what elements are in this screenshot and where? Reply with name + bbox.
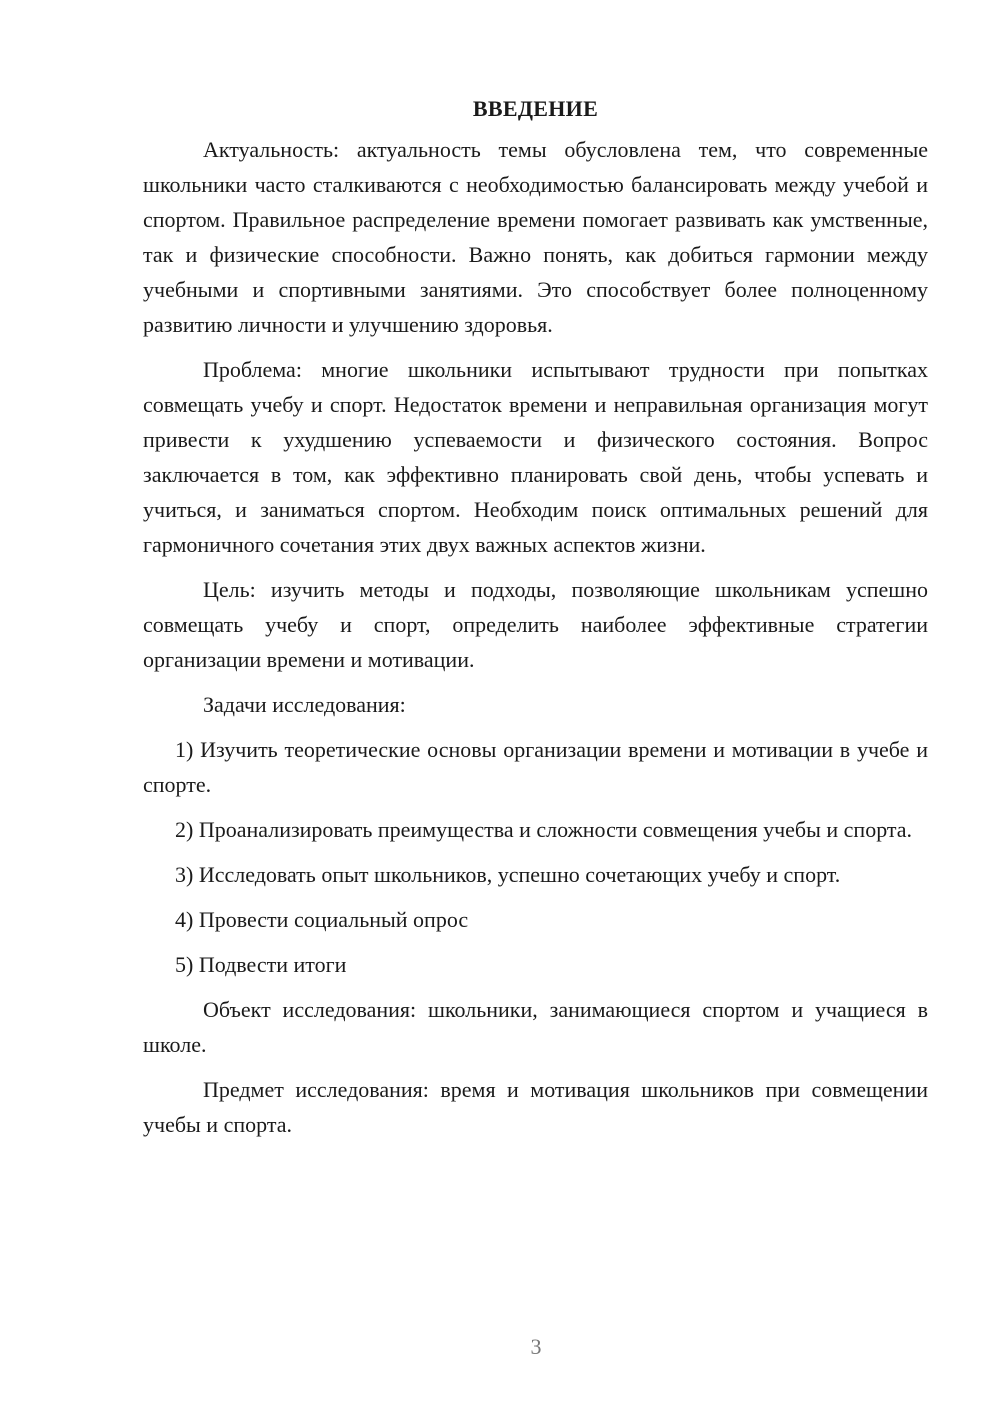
paragraph-subject: Предмет исследования: время и мотивация школьников при совмещении учебы и спорта. <box>143 1077 928 1137</box>
task-number: 4) <box>175 907 194 932</box>
task-item <box>143 812 928 847</box>
task-item <box>143 902 928 937</box>
task-text: Проанализировать преимущества и сложности совмещения учебы и спорта. <box>198 817 913 842</box>
task-text: Подвести итоги <box>198 952 347 977</box>
task-text: Изучить теоретические основы организации времени и мотивации в учебе и спорте. <box>143 737 928 797</box>
task-item <box>143 732 928 802</box>
section-heading: ВВЕДЕНИЕ <box>472 96 599 121</box>
task-text: Провести социальный опрос <box>198 907 469 932</box>
page-content <box>143 91 928 1152</box>
task-number: 1) <box>175 737 194 762</box>
task-number: 3) <box>175 862 194 887</box>
paragraph-object: Объект исследования: школьники, занимающиеся спортом и учащиеся в школе. <box>143 997 928 1057</box>
paragraph-problem: Проблема: многие школьники испытывают трудности при попытках совмещать учебу и спорт. Недостаток времени и неправильная организация могут привести к ухудшению успеваемости и физического состояния. Вопрос заключается в том, как эффективно планировать свой день, чтобы успевать и учиться, и заниматься спортом. Необходим поиск оптимальных решений для гармоничного сочетания этих двух важных аспектов жизни. <box>143 357 928 557</box>
task-number: 5) <box>175 952 194 977</box>
paragraph-tasks-intro: Задачи исследования: <box>203 692 406 717</box>
task-text: Исследовать опыт школьников, успешно сочетающих учебу и спорт. <box>198 862 841 887</box>
paragraph-goal: Цель: изучить методы и подходы, позволяющие школьникам успешно совмещать учебу и спорт, определить наиболее эффективные стратегии организации времени и мотивации. <box>143 577 928 672</box>
task-number: 2) <box>175 817 194 842</box>
page-number: 3 <box>530 1334 542 1359</box>
paragraph-relevance: Актуальность: актуальность темы обусловлена тем, что современные школьники часто сталкиваются с необходимостью балансировать между учебой и спортом. Правильное распределение времени помогает развивать как умственные, так и физические способности. Важно понять, как добиться гармонии между учебными и спортивными занятиями. Это способствует более полноценному развитию личности и улучшению здоровья. <box>143 137 928 337</box>
task-item <box>143 947 928 982</box>
task-item <box>143 857 928 892</box>
